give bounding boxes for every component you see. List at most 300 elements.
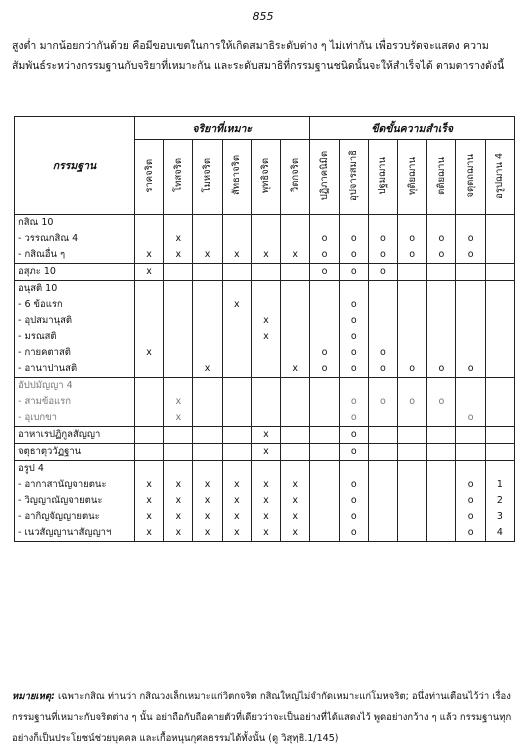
- column-header: [339, 140, 368, 215]
- table-cell: [310, 215, 339, 264]
- cell-mark: [486, 281, 514, 297]
- cell-mark: o: [438, 249, 445, 260]
- cell-mark: [456, 444, 484, 460]
- cell-mark: o: [467, 233, 474, 244]
- group-title: อาหาเรปฏิกูลสัญญา: [18, 429, 101, 440]
- table-cell: [398, 215, 427, 264]
- cell-mark: x: [204, 249, 211, 260]
- cell-mark: [486, 345, 514, 361]
- row-label: [15, 281, 135, 378]
- cell-mark: o: [467, 527, 474, 538]
- header-suitable-carita: จริยาที่เหมาะ: [135, 117, 310, 140]
- cell-mark: [456, 461, 484, 477]
- cell-mark: x: [263, 495, 269, 506]
- table-cell: [135, 264, 164, 281]
- table-cell: [222, 215, 251, 264]
- cell-mark: [193, 461, 221, 477]
- cell-mark: [281, 313, 309, 329]
- table-cell: [398, 264, 427, 281]
- cell-mark: [427, 313, 455, 329]
- table-cell: [164, 461, 193, 542]
- cell-mark: [398, 427, 426, 443]
- cell-mark: [164, 313, 192, 329]
- cell-mark: 4: [496, 527, 503, 538]
- column-header-label: สัทธาจริต: [231, 155, 243, 196]
- cell-mark: [135, 361, 163, 377]
- sub-item-label: - อากิญจัญญายตนะ: [18, 511, 100, 522]
- table-row: [15, 264, 515, 281]
- cell-mark: [398, 509, 426, 525]
- cell-mark: [193, 231, 221, 247]
- table-cell: [368, 378, 397, 427]
- row-label: [15, 215, 135, 264]
- cell-mark: [310, 378, 338, 394]
- cell-mark: o: [467, 412, 474, 423]
- cell-mark: o: [350, 412, 357, 423]
- cell-mark: x: [263, 429, 269, 440]
- cell-mark: x: [292, 249, 299, 260]
- cell-mark: [486, 378, 514, 394]
- sub-item-label: - กสิณอื่น ๆ: [18, 249, 66, 260]
- cell-mark: [281, 378, 309, 394]
- table-cell: [281, 427, 310, 444]
- cell-mark: [252, 378, 280, 394]
- cell-mark: [456, 394, 484, 410]
- table-cell: [339, 427, 368, 444]
- cell-mark: o: [438, 233, 445, 244]
- cell-mark: [486, 247, 514, 263]
- cell-mark: [193, 215, 221, 231]
- cell-mark: x: [204, 363, 211, 374]
- cell-mark: o: [350, 446, 357, 457]
- column-header: [310, 140, 339, 215]
- cell-mark: [427, 461, 455, 477]
- cell-mark: [164, 215, 192, 231]
- cell-mark: [281, 231, 309, 247]
- cell-mark: o: [350, 479, 357, 490]
- column-header-label: ปฐมฌาน: [377, 156, 389, 195]
- column-header-label: ทุติยฌาน: [406, 156, 418, 195]
- cell-mark: o: [350, 527, 357, 538]
- table-cell: [164, 264, 193, 281]
- cell-mark: [135, 215, 163, 231]
- cell-mark: [369, 427, 397, 443]
- table-cell: [368, 444, 397, 461]
- cell-mark: [310, 444, 338, 460]
- cell-mark: [223, 378, 251, 394]
- table-cell: [485, 427, 514, 444]
- cell-mark: x: [146, 249, 152, 260]
- cell-mark: [486, 231, 514, 247]
- cell-mark: [310, 394, 338, 410]
- cell-mark: [340, 215, 368, 231]
- table-cell: [281, 444, 310, 461]
- table-cell: [456, 215, 485, 264]
- cell-mark: [369, 281, 397, 297]
- row-label: [15, 264, 135, 281]
- column-header: [368, 140, 397, 215]
- table-cell: [310, 281, 339, 378]
- table-cell: [456, 281, 485, 378]
- table-body: [15, 215, 515, 542]
- cell-mark: [486, 427, 514, 443]
- cell-mark: [281, 345, 309, 361]
- cell-mark: x: [233, 479, 240, 490]
- cell-mark: [223, 264, 251, 280]
- cell-mark: [456, 427, 484, 443]
- table-cell: [222, 378, 251, 427]
- row-label: [15, 378, 135, 427]
- table-cell: [193, 264, 222, 281]
- table-cell: [135, 461, 164, 542]
- cell-mark: [369, 313, 397, 329]
- column-header-label: จตุตถฌาน: [465, 153, 477, 198]
- cell-mark: [398, 329, 426, 345]
- cell-mark: [369, 525, 397, 541]
- cell-mark: [281, 329, 309, 345]
- table-cell: [281, 264, 310, 281]
- cell-mark: [164, 461, 192, 477]
- cell-mark: [223, 461, 251, 477]
- cell-mark: [310, 461, 338, 477]
- cell-mark: o: [438, 363, 445, 374]
- table-cell: [456, 378, 485, 427]
- row-label: [15, 461, 135, 542]
- table-cell: [251, 281, 280, 378]
- cell-mark: x: [263, 315, 269, 326]
- column-header: [164, 140, 193, 215]
- cell-mark: [223, 394, 251, 410]
- column-header-label: โมหจริต: [202, 158, 214, 193]
- table-cell: [222, 264, 251, 281]
- cell-mark: [164, 427, 192, 443]
- cell-mark: [252, 345, 280, 361]
- cell-mark: [164, 297, 192, 313]
- cell-mark: [456, 313, 484, 329]
- cell-mark: [193, 281, 221, 297]
- cell-mark: o: [380, 266, 386, 277]
- cell-mark: [398, 378, 426, 394]
- table-cell: [368, 461, 397, 542]
- cell-mark: x: [292, 363, 299, 374]
- column-header: [485, 140, 514, 215]
- table-cell: [310, 461, 339, 542]
- cell-mark: o: [350, 315, 357, 326]
- cell-mark: o: [380, 233, 386, 244]
- cell-mark: x: [146, 511, 152, 522]
- cell-mark: [369, 477, 397, 493]
- cell-mark: o: [380, 347, 386, 358]
- cell-mark: [135, 410, 163, 426]
- cell-mark: [164, 329, 192, 345]
- table-cell: [427, 461, 456, 542]
- cell-mark: x: [292, 527, 299, 538]
- cell-mark: [486, 461, 514, 477]
- row-label: [15, 427, 135, 444]
- cell-mark: [369, 329, 397, 345]
- table-cell: [339, 281, 368, 378]
- table-cell: [281, 215, 310, 264]
- column-header-label: อรูปฌาน 4: [494, 152, 506, 199]
- cell-mark: o: [467, 479, 474, 490]
- column-header-label: โทสจริต: [172, 158, 184, 193]
- cell-mark: [427, 444, 455, 460]
- sub-item-label: - อุปสมานุสติ: [18, 315, 73, 326]
- cell-mark: [223, 410, 251, 426]
- table-cell: [222, 427, 251, 444]
- table-cell: [164, 444, 193, 461]
- cell-mark: 2: [496, 495, 503, 506]
- table-cell: [398, 444, 427, 461]
- kammatthana-table: [14, 116, 515, 542]
- cell-mark: [369, 444, 397, 460]
- cell-mark: o: [350, 233, 357, 244]
- cell-mark: [164, 378, 192, 394]
- cell-mark: [193, 444, 221, 460]
- cell-mark: x: [146, 347, 152, 358]
- cell-mark: [398, 525, 426, 541]
- cell-mark: o: [350, 396, 357, 407]
- table-cell: [164, 427, 193, 444]
- footnote-label: หมายเหตุ:: [12, 691, 55, 702]
- sub-item-label: - เนวสัญญานาสัญญาฯ: [18, 527, 112, 538]
- row-label: [15, 444, 135, 461]
- cell-mark: [456, 329, 484, 345]
- group-title: อัปปมัญญา 4: [18, 380, 73, 391]
- cell-mark: [164, 345, 192, 361]
- cell-mark: [252, 410, 280, 426]
- cell-mark: [310, 477, 338, 493]
- table-cell: [193, 378, 222, 427]
- column-header-label: วิตกจริต: [289, 158, 301, 193]
- cell-mark: [223, 444, 251, 460]
- cell-mark: [281, 215, 309, 231]
- column-header: [222, 140, 251, 215]
- cell-mark: o: [321, 266, 328, 277]
- table-cell: [485, 264, 514, 281]
- cell-mark: o: [350, 495, 357, 506]
- cell-mark: x: [204, 511, 211, 522]
- cell-mark: x: [204, 479, 211, 490]
- table-cell: [251, 215, 280, 264]
- cell-mark: o: [409, 363, 416, 374]
- cell-mark: [427, 477, 455, 493]
- cell-mark: [456, 215, 484, 231]
- column-header-label: ราคจริต: [143, 158, 155, 193]
- cell-mark: [193, 378, 221, 394]
- cell-mark: [135, 378, 163, 394]
- column-header: [281, 140, 310, 215]
- cell-mark: [340, 378, 368, 394]
- intro-paragraph: สูงต่ำ มากน้อยกว่ากันด้วย คือมีขอบเขตในการให้เกิดสมาธิระดับต่าง ๆ ไม่เท่ากัน เพื่อรวบรัดจะแสดง ความสัมพันธ์ระหว่างกรรมฐานกับจริยาที่เหมาะกัน และระดับสมาธิที่กรรมฐานชนิดนั้นจะให้สำเร็จได้ ตามตารางดังนี้: [12, 40, 505, 72]
- cell-mark: [398, 493, 426, 509]
- cell-mark: [427, 281, 455, 297]
- cell-mark: [427, 427, 455, 443]
- cell-mark: [369, 493, 397, 509]
- sub-item-label: - วรรณกสิณ 4: [18, 233, 79, 244]
- cell-mark: o: [350, 363, 357, 374]
- table-cell: [251, 378, 280, 427]
- cell-mark: [369, 461, 397, 477]
- cell-mark: o: [350, 347, 357, 358]
- cell-mark: [456, 281, 484, 297]
- cell-mark: [310, 410, 338, 426]
- cell-mark: [427, 525, 455, 541]
- table-cell: [251, 427, 280, 444]
- table-row: [15, 461, 515, 542]
- cell-mark: [223, 313, 251, 329]
- cell-mark: [193, 345, 221, 361]
- cell-mark: [398, 345, 426, 361]
- table-cell: [427, 281, 456, 378]
- cell-mark: [427, 264, 455, 280]
- cell-mark: [340, 461, 368, 477]
- cell-mark: [456, 345, 484, 361]
- cell-mark: x: [146, 266, 152, 277]
- cell-mark: [135, 297, 163, 313]
- table-cell: [281, 378, 310, 427]
- cell-mark: x: [175, 495, 182, 506]
- table-cell: [251, 461, 280, 542]
- table-cell: [368, 215, 397, 264]
- cell-mark: [193, 264, 221, 280]
- cell-mark: [427, 410, 455, 426]
- cell-mark: x: [233, 511, 240, 522]
- page-number: 855: [252, 10, 274, 23]
- column-header-label: ปฏิภาคนิมิต: [319, 150, 330, 201]
- cell-mark: x: [263, 479, 269, 490]
- footnote: [12, 686, 514, 749]
- table-cell: [310, 264, 339, 281]
- column-header: [251, 140, 280, 215]
- cell-mark: o: [380, 396, 386, 407]
- group-title: กสิณ 10: [18, 217, 54, 228]
- cell-mark: [486, 264, 514, 280]
- column-header-label: ตติยฌาน: [435, 156, 447, 195]
- column-header: [135, 140, 164, 215]
- table-cell: [427, 444, 456, 461]
- cell-mark: [252, 297, 280, 313]
- cell-mark: [369, 215, 397, 231]
- cell-mark: x: [175, 396, 182, 407]
- cell-mark: x: [263, 511, 269, 522]
- cell-mark: [193, 394, 221, 410]
- cell-mark: [310, 329, 338, 345]
- sub-item-label: - 6 ข้อแรก: [18, 299, 63, 310]
- table-cell: [310, 444, 339, 461]
- cell-mark: [252, 361, 280, 377]
- cell-mark: [281, 394, 309, 410]
- cell-mark: [281, 410, 309, 426]
- cell-mark: [398, 281, 426, 297]
- column-header: [456, 140, 485, 215]
- cell-mark: [486, 297, 514, 313]
- table-row: [15, 281, 515, 378]
- table-cell: [339, 444, 368, 461]
- cell-mark: [310, 313, 338, 329]
- cell-mark: o: [350, 249, 357, 260]
- cell-mark: [223, 427, 251, 443]
- table-cell: [193, 281, 222, 378]
- cell-mark: x: [146, 479, 152, 490]
- cell-mark: [193, 427, 221, 443]
- cell-mark: [427, 493, 455, 509]
- cell-mark: [193, 329, 221, 345]
- table-cell: [485, 281, 514, 378]
- cell-mark: o: [321, 363, 328, 374]
- cell-mark: [486, 394, 514, 410]
- cell-mark: [135, 313, 163, 329]
- cell-mark: o: [380, 363, 386, 374]
- table-cell: [193, 427, 222, 444]
- cell-mark: x: [175, 412, 182, 423]
- cell-mark: [223, 329, 251, 345]
- cell-mark: [486, 361, 514, 377]
- cell-mark: [135, 329, 163, 345]
- column-header-label: อุปจารสมาธิ: [348, 150, 360, 201]
- cell-mark: 3: [496, 511, 503, 522]
- cell-mark: [310, 427, 338, 443]
- table-cell: [251, 444, 280, 461]
- table-cell: [427, 378, 456, 427]
- header-achievement-level: ขีดขั้นความสำเร็จ: [310, 117, 515, 140]
- cell-mark: [252, 394, 280, 410]
- table-cell: [485, 378, 514, 427]
- cell-mark: [135, 461, 163, 477]
- cell-mark: x: [233, 495, 240, 506]
- column-header: [193, 140, 222, 215]
- cell-mark: [398, 313, 426, 329]
- table-row: [15, 378, 515, 427]
- table-cell: [135, 378, 164, 427]
- table-cell: [485, 444, 514, 461]
- cell-mark: [135, 394, 163, 410]
- cell-mark: x: [233, 299, 240, 310]
- table-cell: [222, 461, 251, 542]
- cell-mark: o: [380, 249, 386, 260]
- cell-mark: x: [204, 495, 211, 506]
- table-cell: [310, 378, 339, 427]
- cell-mark: [369, 410, 397, 426]
- cell-mark: [252, 461, 280, 477]
- table-cell: [339, 215, 368, 264]
- table-cell: [164, 215, 193, 264]
- cell-mark: o: [321, 249, 328, 260]
- table-cell: [398, 427, 427, 444]
- cell-mark: x: [292, 511, 299, 522]
- table-cell: [427, 264, 456, 281]
- cell-mark: [164, 361, 192, 377]
- cell-mark: x: [146, 527, 152, 538]
- table-cell: [485, 215, 514, 264]
- footnote-text: เฉพาะกสิณ ท่านว่า กสิณวงเล็กเหมาะแก่วิตกจริต กสิณใหญ่ไม่จำกัดเหมาะแก่โมหจริต; อนึ่งท่านเตือนไว้ว่า เรื่องกรรมฐานที่เหมาะกับจริตต่าง ๆ นั้น อย่าถือกับถือคายตัวที่เดียวว่าจะเป็นอย่างที่ได้แสดงไว้ พูดอย่างกว้าง ๆ แล้ว กรรมฐานทุกอย่างก็เป็นประโยชน์ช่วยบุคคล และเกื้อหนุนกุศลธรรมได้ทั้งนั้น (ดู วิสุทฺธิ.1/145): [12, 691, 512, 744]
- cell-mark: [135, 427, 163, 443]
- column-header: [398, 140, 427, 215]
- cell-mark: [281, 281, 309, 297]
- cell-mark: [164, 281, 192, 297]
- group-title: อนุสติ 10: [18, 283, 58, 294]
- column-header: [427, 140, 456, 215]
- cell-mark: [369, 297, 397, 313]
- cell-mark: [223, 215, 251, 231]
- table-cell: [193, 461, 222, 542]
- cell-mark: x: [175, 527, 182, 538]
- table-cell: [222, 281, 251, 378]
- sub-item-label: - สามข้อแรก: [18, 396, 72, 407]
- cell-mark: [310, 493, 338, 509]
- cell-mark: [223, 231, 251, 247]
- cell-mark: [310, 281, 338, 297]
